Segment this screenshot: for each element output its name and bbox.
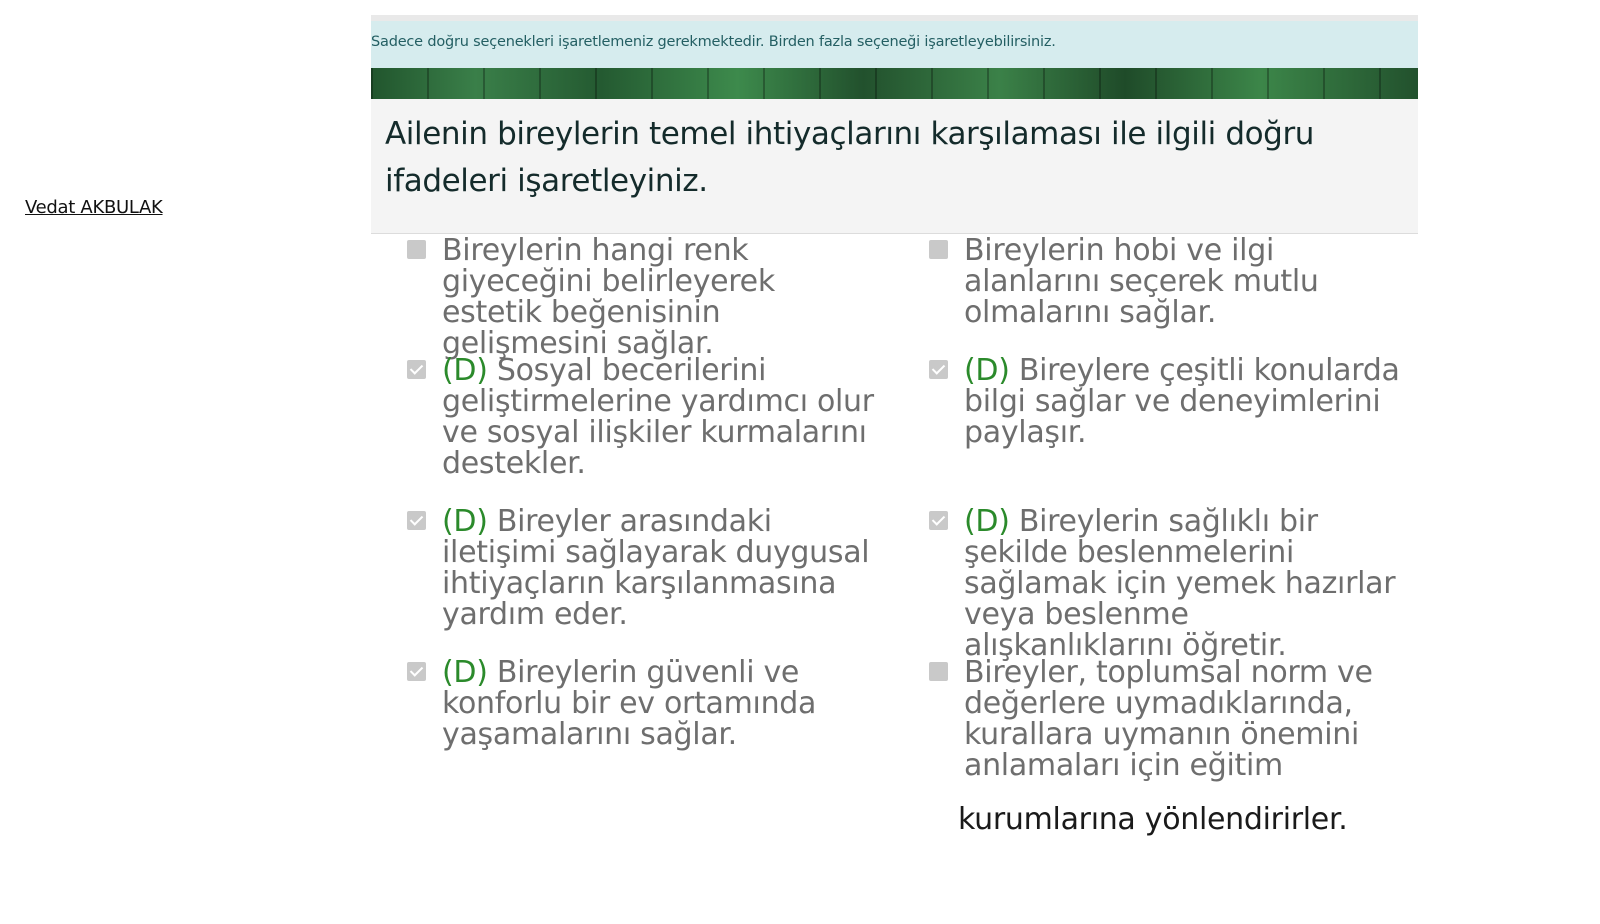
checked-checkbox-icon[interactable] (407, 360, 426, 379)
option-7[interactable] (407, 657, 882, 750)
option-label: Bireylerin hobi ve ilgi alanlarını seçerek mutlu olmalarını sağlar. (964, 233, 1319, 330)
author-link[interactable]: Vedat AKBULAK (25, 197, 163, 218)
option-text (964, 355, 1404, 448)
correct-marker: (D) (442, 504, 488, 539)
correct-marker: (D) (442, 655, 488, 690)
option-label: Sosyal becerilerini geliştirmelerine yardımcı olur ve sosyal ilişkiler kurmalarını destekler. (442, 353, 874, 481)
correct-marker: (D) (442, 353, 488, 388)
option-text (442, 506, 882, 630)
option-label: Bireylerin sağlıklı bir şekilde beslenmelerini sağlamak için yemek hazırlar veya beslenme alışkanlıklarını öğretir. (964, 504, 1396, 663)
correct-marker: (D) (964, 353, 1010, 388)
checked-checkbox-icon[interactable] (407, 662, 426, 681)
option-4[interactable] (929, 355, 1404, 448)
decorative-green-banner (371, 68, 1418, 99)
option-text (964, 506, 1404, 661)
option-6[interactable] (929, 506, 1404, 661)
option-8[interactable] (929, 657, 1404, 781)
question-box (371, 99, 1418, 234)
option-label: Bireyler arasındaki iletişimi sağlayarak duygusal ihtiyaçların karşılanmasına yardım eder. (442, 504, 870, 632)
checked-checkbox-icon[interactable] (407, 511, 426, 530)
option-text (442, 235, 882, 359)
option-label: Bireylerin güvenli ve konforlu bir ev ortamında yaşamalarını sağlar. (442, 655, 817, 752)
option-text (442, 355, 882, 479)
correct-marker: (D) (964, 504, 1010, 539)
checked-checkbox-icon[interactable] (929, 360, 948, 379)
instruction-banner: Sadece doğru seçenekleri işaretlemeniz gerekmektedir. Birden fazla seçeneği işaretleyebilirsiniz. (371, 21, 1418, 68)
option-text (964, 657, 1404, 781)
question-panel (371, 15, 1418, 783)
option-label: Bireylerin hangi renk giyeceğini belirleyerek estetik beğenisinin gelişmesini sağlar. (442, 233, 775, 361)
checked-checkbox-icon[interactable] (929, 511, 948, 530)
checkbox-icon[interactable] (407, 240, 426, 259)
question-text: Ailenin bireylerin temel ihtiyaçlarını karşılaması ile ilgili doğru ifadeleri işaretleyiniz. (385, 116, 1315, 199)
option-5[interactable] (407, 506, 882, 630)
option-text (442, 657, 882, 750)
option-1[interactable] (407, 235, 882, 359)
option-2[interactable] (929, 235, 1404, 328)
option-label: Bireyler, toplumsal norm ve değerlere uymadıklarında, kurallara uymanın önemini anlamaları için eğitim (964, 655, 1373, 783)
option-8-tail-text: kurumlarına yönlendirirler. (958, 802, 1348, 837)
checkbox-icon[interactable] (929, 662, 948, 681)
option-3[interactable] (407, 355, 882, 479)
option-label: Bireylere çeşitli konularda bilgi sağlar ve deneyimlerini paylaşır. (964, 353, 1400, 450)
checkbox-icon[interactable] (929, 240, 948, 259)
option-text (964, 235, 1404, 328)
